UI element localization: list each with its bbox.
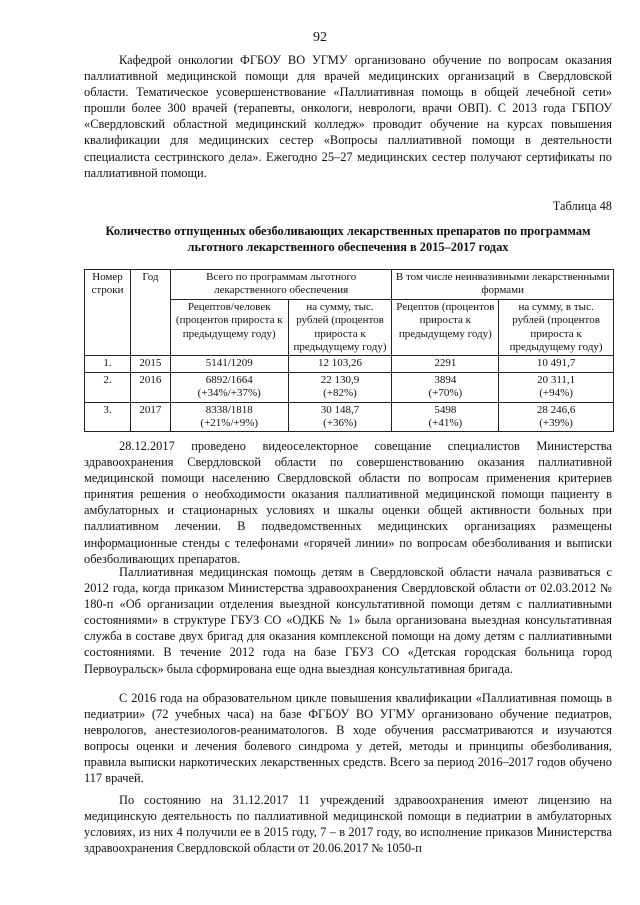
paragraph-licenses: По состоянию на 31.12.2017 11 учреждений здравоохранения имеют лицензию на медицинскую деятельность по паллиативной медицинской помощи в педиатрии в амбулаторных условиях, из них 4 получили ее в 2015 году, 7 – в 2017 году, во исполнение приказов Министерства здравоохранения Свердловской области от 20.06.2017 № 1050-п [84,793,612,856]
cell-sum-all [288,356,392,372]
value: 2291 [434,357,457,370]
value: 30 148,7 [320,403,360,416]
data-table [84,269,614,432]
value: 5141/1209 [205,357,253,370]
cell-recipes-per-person [170,402,288,432]
growth: (+34%/+37%) [197,387,261,400]
cell-num: 1. [85,356,131,372]
header-year: Год [130,270,170,356]
table-caption: Таблица 48 [552,199,612,213]
growth: (+94%) [539,387,573,400]
value: 3894 [434,373,457,386]
cell-num: 2. [85,372,131,402]
header-sum-all: на сумму, тыс. рублей (процентов прироста к предыдущему году) [288,299,392,356]
cell-recipes [392,402,499,432]
value: 12 103,26 [318,357,363,370]
growth: (+41%) [428,417,463,430]
header-row-number: Номер строки [85,270,131,356]
cell-year: 2016 [130,372,170,402]
growth: (+36%) [323,417,357,430]
growth: (+39%) [539,417,573,430]
cell-num: 3. [85,402,131,432]
growth: (+70%) [428,387,463,400]
header-recipes: Рецептов (процентов прироста к предыдущему году) [392,299,499,356]
growth: (+82%) [323,387,357,400]
cell-sum-noninvasive [499,402,614,432]
header-recipes-per-person: Рецептов/человек (процентов прироста к предыдущему году) [170,299,288,356]
table-title: Количество отпущенных обезболивающих лекарственных препаратов по программам льготного лекарственного обеспечения в 2015–2017 годах [105,224,591,254]
table-row [85,356,614,372]
page-number: 92 [313,30,327,45]
cell-sum-all [288,372,392,402]
paragraph-training: С 2016 года на образовательном цикле повышения квалификации «Паллиативная помощь в педиатрии» (72 учебных часа) на базе ФГБОУ ВО УГМУ организовано обучение педиатров, неврологов, анестезиологов-реаниматологов. В ходе обучения рассматриваются и изучаются вопросы оценки и лечения болевого синдрома у детей, методы и принципы обезболивания, правила выписки наркотических лекарственных средств. Всего за период 2016–2017 годов обучено 117 врачей. [84,691,612,786]
intro-paragraph: Кафедрой онкологии ФГБОУ ВО УГМУ организовано обучение по вопросам оказания паллиативной медицинской помощи для врачей медицинских организаций в Свердловской области. Тематическое усовершенствование «Паллиативная помощь в общей лечебной сети» прошли более 300 врачей (терапевты, онкологи, неврологи, врачи ОВП). С 2013 года ГБПОУ «Свердловский областной медицинский колледж» проводит обучение на курсах повышения квалификации для медицинских сестер «Вопросы паллиативной помощи в деятельности специалиста сестринского дела». Ежегодно 25–27 медицинских сестер получают сертификаты по паллиативной помощи. [84,53,612,180]
value: 28 246,6 [536,403,576,416]
header-noninvasive: В том числе неинвазивными лекарственными формами [392,270,614,300]
cell-year: 2017 [130,402,170,432]
growth: (+21%/+9%) [200,417,259,430]
value: 22 130,9 [320,373,360,386]
cell-sum-noninvasive [499,356,614,372]
cell-recipes-per-person [170,372,288,402]
header-all-programs: Всего по программам льготного лекарственного обеспечения [170,270,392,300]
table-row [85,372,614,402]
paragraph-children: Паллиативная медицинская помощь детям в Свердловской области начала развиваться с 2012 года, когда приказом Министерства здравоохранения Свердловской области от 02.03.2012 № 180-п «Об организации отделения выездной консультативной помощи детям с паллиативными состояниями» в структуре ГБУЗ СО «ОДКБ № 1» была организована выездная консультативная служба в составе двух бригад для оказания комплексной помощи на дому детям с паллиативными состояниями. В течение 2012 года на базе ГБУЗ СО «Детская городская больница город Первоуральск» была сформирована еще одна выездная консультативная бригада. [84,565,612,676]
header-sum-noninvasive: на сумму, в тыс. рублей (процентов прироста к предыдущему году) [499,299,614,356]
paragraph-meeting: 28.12.2017 проведено видеоселекторное совещание специалистов Министерства здравоохранения Свердловской области по совершенствованию оказания паллиативной медицинской помощи населению Свердловской области по вопросам применения критериев принятия решения о необходимости оказания паллиативной медицинской помощи пациенту в амбулаторных и стационарных условиях и шкалы оценки общей активности больных при паллиативном лечении. В подведомственных медицинских организациях размещены информационные стенды с телефонами «горячей линии» по вопросам обезболивания и выписки обезболивающих препаратов. [84,439,612,566]
value: 10 491,7 [536,357,576,370]
value: 8338/1818 [205,403,253,416]
value: 6892/1664 [205,373,253,386]
cell-sum-noninvasive [499,372,614,402]
table-row [85,402,614,432]
value: 20 311,1 [537,373,576,386]
cell-recipes [392,356,499,372]
cell-recipes-per-person [170,356,288,372]
cell-sum-all [288,402,392,432]
cell-year: 2015 [130,356,170,372]
value: 5498 [434,403,457,416]
cell-recipes [392,372,499,402]
